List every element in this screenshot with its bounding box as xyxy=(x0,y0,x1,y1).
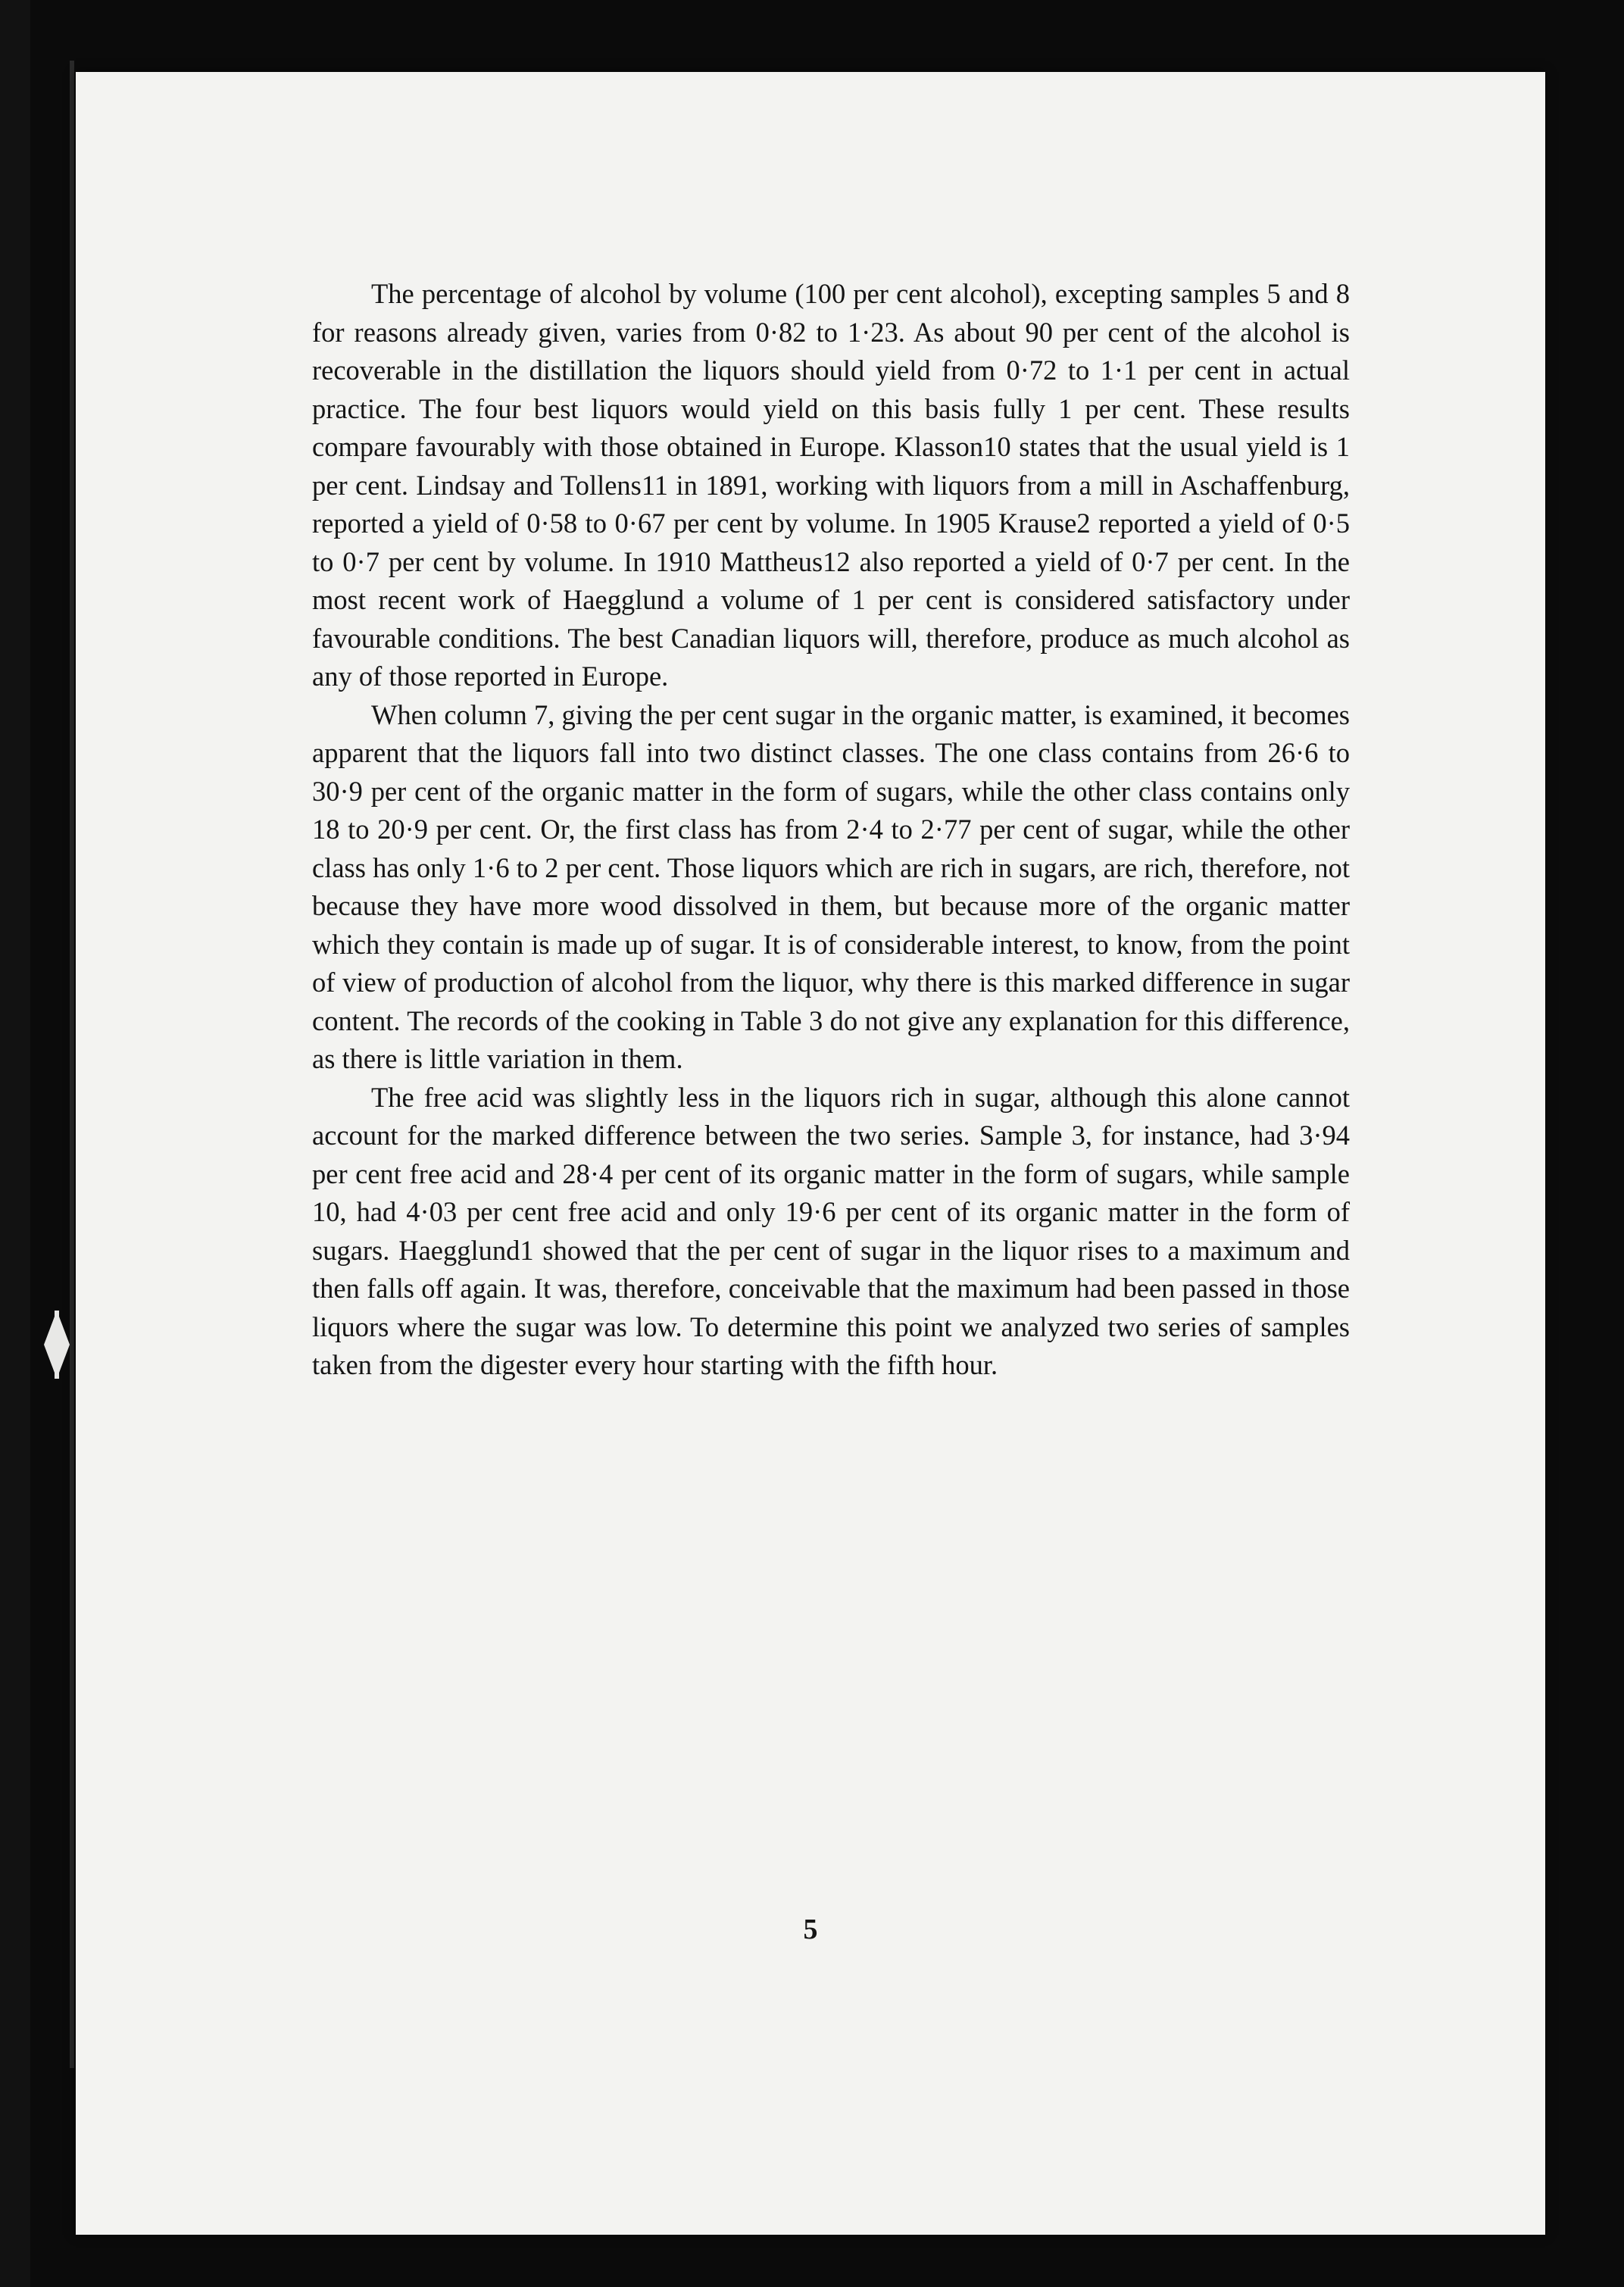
binding-shadow xyxy=(70,61,74,2068)
body-text xyxy=(312,275,1350,1385)
paragraph-sugar-classes: When column 7, giving the per cent sugar in the organic matter, is examined, it becomes apparent that the liquors fall into two distinct classes. The one class contains from 26·6 to 30·9 per cent of the organic matter in the form of sugars, while the other class contains only 18 to 20·9 per cent. Or, the first class has from 2·4 to 2·77 per cent of sugar, while the other class has only 1·6 to 2 per cent. Those liquors which are rich in sugars, are rich, therefore, not because they have more wood dissolved in them, but because more of the organic matter which they contain is made up of sugar. It is of considerable interest, to know, from the point of view of production of alcohol from the liquor, why there is this marked difference in sugar content. The records of the cooking in Table 3 do not give any explanation for this difference, as there is little variation in them. xyxy=(312,698,1350,1074)
page-number: 5 xyxy=(803,1914,818,1945)
document-page xyxy=(76,72,1545,2235)
paragraph-alcohol-yield: The percentage of alcohol by volume (100 per cent alcohol), excepting samples 5 and 8 for reasons already given, varies from 0·82 to 1·23. As about 90 per cent of the alcohol is recoverable in the distillation the liquors should yield from 0·72 to 1·1 per cent in actual practice. The four best liquors would yield on this basis fully 1 per cent. These results compare favourably with those obtained in Europe. Klasson10 states that the usual yield is 1 per cent. Lindsay and Tollens11 in 1891, working with liquors from a mill in Aschaffenburg, reported a yield of 0·58 to 0·67 per cent by volume. In 1905 Krause2 reported a yield of 0·5 to 0·7 per cent by volume. In 1910 Mattheus12 also reported a yield of 0·7 per cent. In the most recent work of Haegglund a volume of 1 per cent is considered satisfactory under favourable conditions. The best Canadian liquors will, therefore, produce as much alcohol as any of those reported in Europe. xyxy=(312,278,1350,692)
scan-background-edge xyxy=(0,0,30,2287)
paragraph-free-acid: The free acid was slightly less in the liquors rich in sugar, although this alone cannot account for the marked difference between the two series. Sample 3, for instance, had 3·94 per cent free acid and 28·4 per cent of its organic matter in the form of sugars, while sample 10, had 4·03 per cent free acid and only 19·6 per cent of its organic matter in the form of sugars. Haegglund1 showed that the per cent of sugar in the liquor rises to a maximum and then falls off again. It was, therefore, conceivable that the maximum had been passed in those liquors where the sugar was low. To determine this point we analyzed two series of samples taken from the digester every hour starting with the fifth hour. xyxy=(312,1081,1350,1380)
binding-arrow-mark xyxy=(44,1311,70,1379)
